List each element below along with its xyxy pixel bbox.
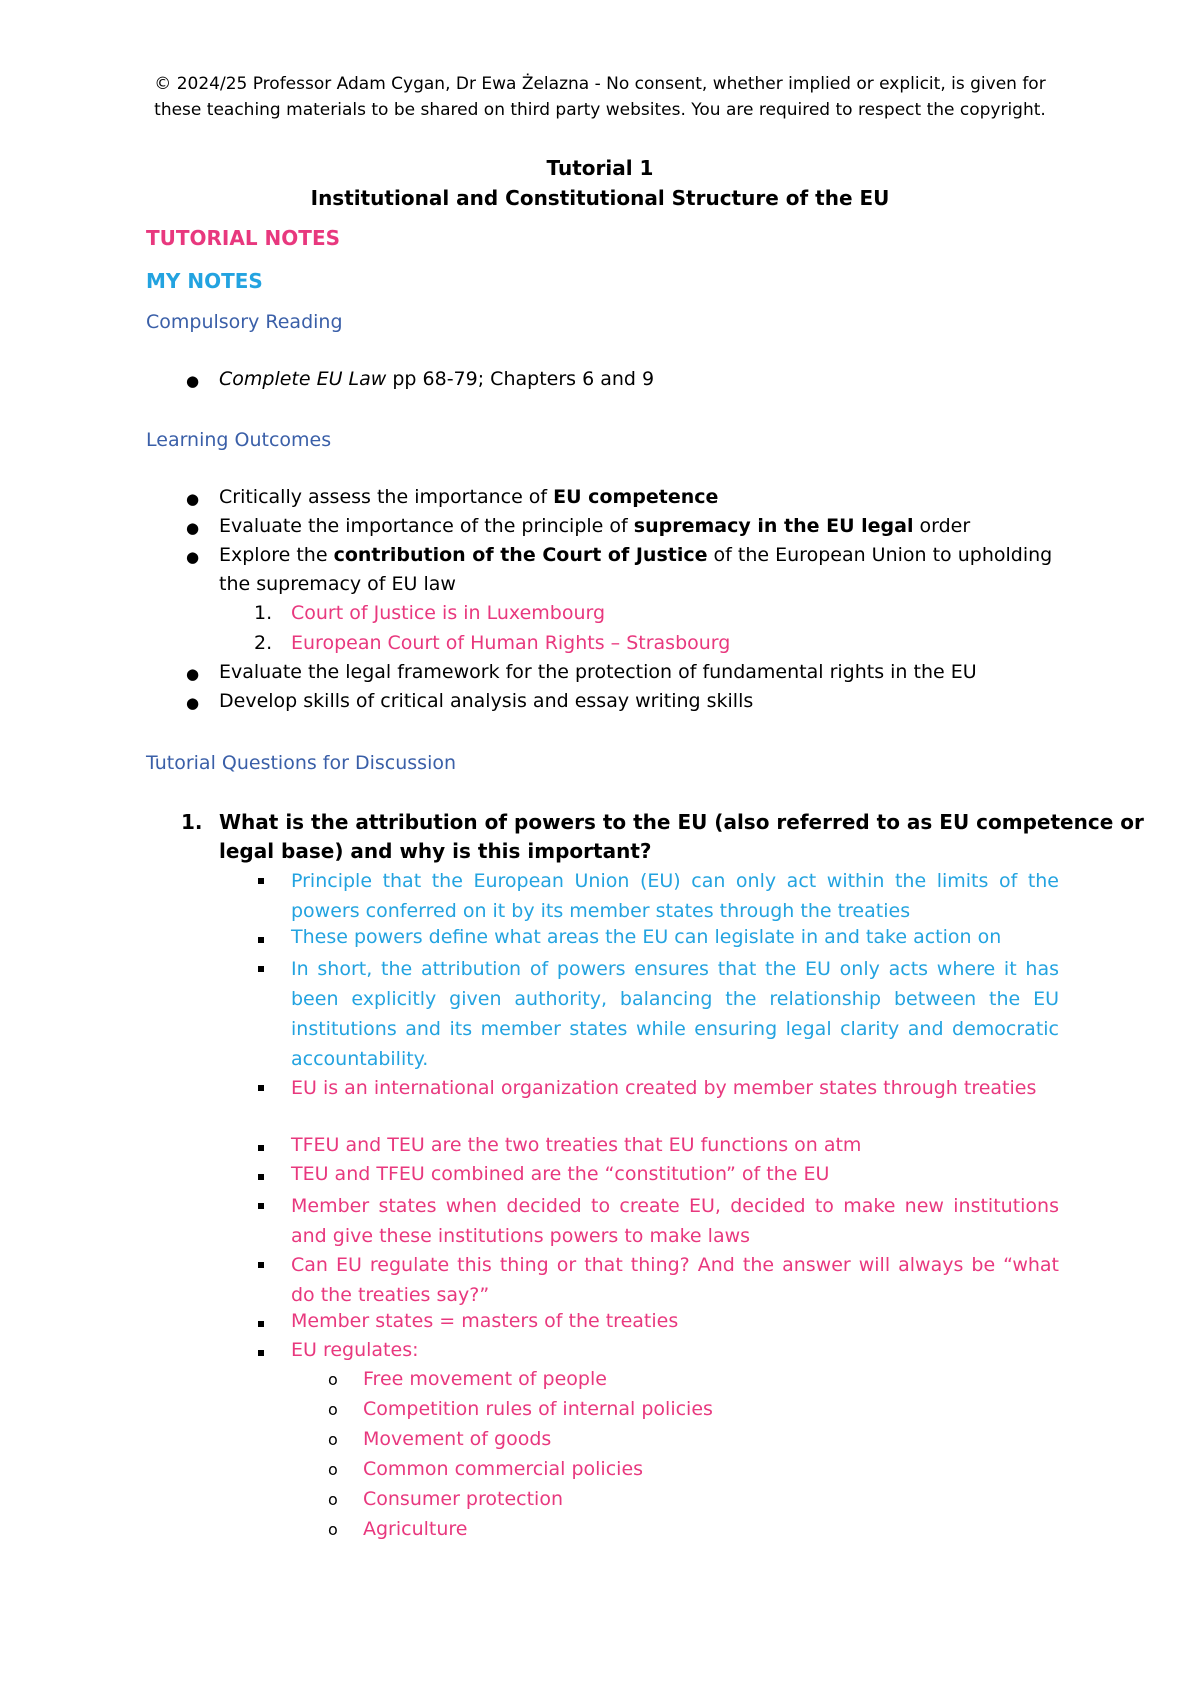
note-item: These powers define what areas the EU can legislate in and take action on: [291, 926, 1002, 948]
square-bullet-icon: [258, 1145, 264, 1151]
note-item: TFEU and TEU are the two treaties that EU functions on atm: [291, 1134, 862, 1156]
square-bullet-icon: [258, 1174, 264, 1180]
regulates-item: Competition rules of internal policies: [363, 1398, 713, 1420]
question-1-line-1: What is the attribution of powers to the EU (also referred to as EU competence or: [219, 810, 1144, 834]
outcome-1-text: Critically assess the importance of: [219, 486, 554, 508]
outcome-1-bold: EU competence: [553, 486, 719, 508]
outcome-1: [219, 486, 718, 508]
outcome-4: Evaluate the legal framework for the protection of fundamental rights in the EU: [219, 661, 977, 683]
tutorial-questions-heading: Tutorial Questions for Discussion: [146, 752, 457, 774]
sub-item-number: 2.: [254, 632, 273, 654]
outcome-3-line-2: the supremacy of EU law: [219, 573, 456, 595]
square-bullet-icon: [258, 1321, 264, 1327]
copyright-line-2: these teaching materials to be shared on third party websites. You are required to respect the copyright.: [154, 100, 1046, 120]
regulates-item: Consumer protection: [363, 1488, 563, 1510]
regulates-item: Agriculture: [363, 1518, 468, 1540]
bullet-icon: ●: [186, 372, 200, 390]
outcome-5: Develop skills of critical analysis and essay writing skills: [219, 690, 754, 712]
outcome-2-bold: supremacy in the EU legal: [633, 515, 914, 537]
outcome-3-bold: contribution of the Court of Justice: [333, 544, 708, 566]
outcome-2-post: order: [913, 515, 971, 537]
hollow-circle-icon: o: [328, 1520, 338, 1539]
square-bullet-icon: [258, 1203, 264, 1209]
copyright-line-1: © 2024/25 Professor Adam Cygan, Dr Ewa Żelazna - No consent, whether implied or explicit, is given for: [154, 74, 1046, 94]
square-bullet-icon: [258, 878, 264, 884]
my-notes-label: MY NOTES: [146, 269, 263, 293]
note-item: TEU and TFEU combined are the “constitution” of the EU: [291, 1163, 830, 1185]
reading-item: [219, 368, 654, 390]
note-item: Can EU regulate this thing or that thing? And the answer will always be “what do the treaties say?”: [291, 1254, 1059, 1306]
outcome-3-text: Explore the: [219, 544, 334, 566]
bullet-icon: ●: [186, 694, 200, 712]
note-item: Member states = masters of the treaties: [291, 1310, 679, 1332]
outcome-2: [219, 515, 970, 537]
tutorial-subtitle: Institutional and Constitutional Structure of the EU: [310, 186, 890, 210]
outcome-2-text: Evaluate the importance of the principle of: [219, 515, 634, 537]
court-of-justice-note: Court of Justice is in Luxembourg: [291, 602, 606, 624]
compulsory-reading-heading: Compulsory Reading: [146, 311, 343, 333]
bullet-icon: ●: [186, 490, 200, 508]
hollow-circle-icon: o: [328, 1400, 338, 1419]
note-item: EU is an international organization created by member states through treaties: [291, 1077, 1037, 1099]
reading-book-title: Complete EU Law: [219, 368, 387, 390]
outcome-3-post: of the European Union to upholding: [707, 544, 1053, 566]
bullet-icon: ●: [186, 519, 200, 537]
tutorial-notes-label: TUTORIAL NOTES: [146, 226, 341, 250]
square-bullet-icon: [258, 1262, 264, 1268]
note-item: Principle that the European Union (EU) can only act within the limits of the powers conferred on it by its member states through the treaties: [291, 870, 1059, 922]
learning-outcomes-heading: Learning Outcomes: [146, 429, 332, 451]
regulates-item: Movement of goods: [363, 1428, 552, 1450]
question-number: 1.: [181, 810, 203, 834]
sub-item-number: 1.: [254, 602, 273, 624]
hollow-circle-icon: o: [328, 1490, 338, 1509]
hollow-circle-icon: o: [328, 1460, 338, 1479]
note-item: In short, the attribution of powers ensures that the EU only acts where it has been explicitly given authority, balancing the relationship between the EU institutions and its member states while ensuring legal clarity and democratic accountability.: [291, 958, 1059, 1070]
hollow-circle-icon: o: [328, 1430, 338, 1449]
tutorial-title: Tutorial 1: [546, 156, 654, 180]
hollow-circle-icon: o: [328, 1370, 338, 1389]
square-bullet-icon: [258, 937, 264, 943]
echr-note: European Court of Human Rights – Strasbourg: [291, 632, 731, 654]
note-item: Member states when decided to create EU, decided to make new institutions and give these institutions powers to make laws: [291, 1195, 1059, 1247]
question-1-line-2: legal base) and why is this important?: [219, 839, 652, 863]
bullet-icon: ●: [186, 665, 200, 683]
regulates-item: Common commercial policies: [363, 1458, 644, 1480]
note-item: EU regulates:: [291, 1339, 419, 1361]
reading-pages: pp 68-79; Chapters 6 and 9: [386, 368, 655, 390]
outcome-3: [219, 544, 1052, 566]
square-bullet-icon: [258, 966, 264, 972]
square-bullet-icon: [258, 1085, 264, 1091]
square-bullet-icon: [258, 1350, 264, 1356]
bullet-icon: ●: [186, 548, 200, 566]
regulates-item: Free movement of people: [363, 1368, 607, 1390]
